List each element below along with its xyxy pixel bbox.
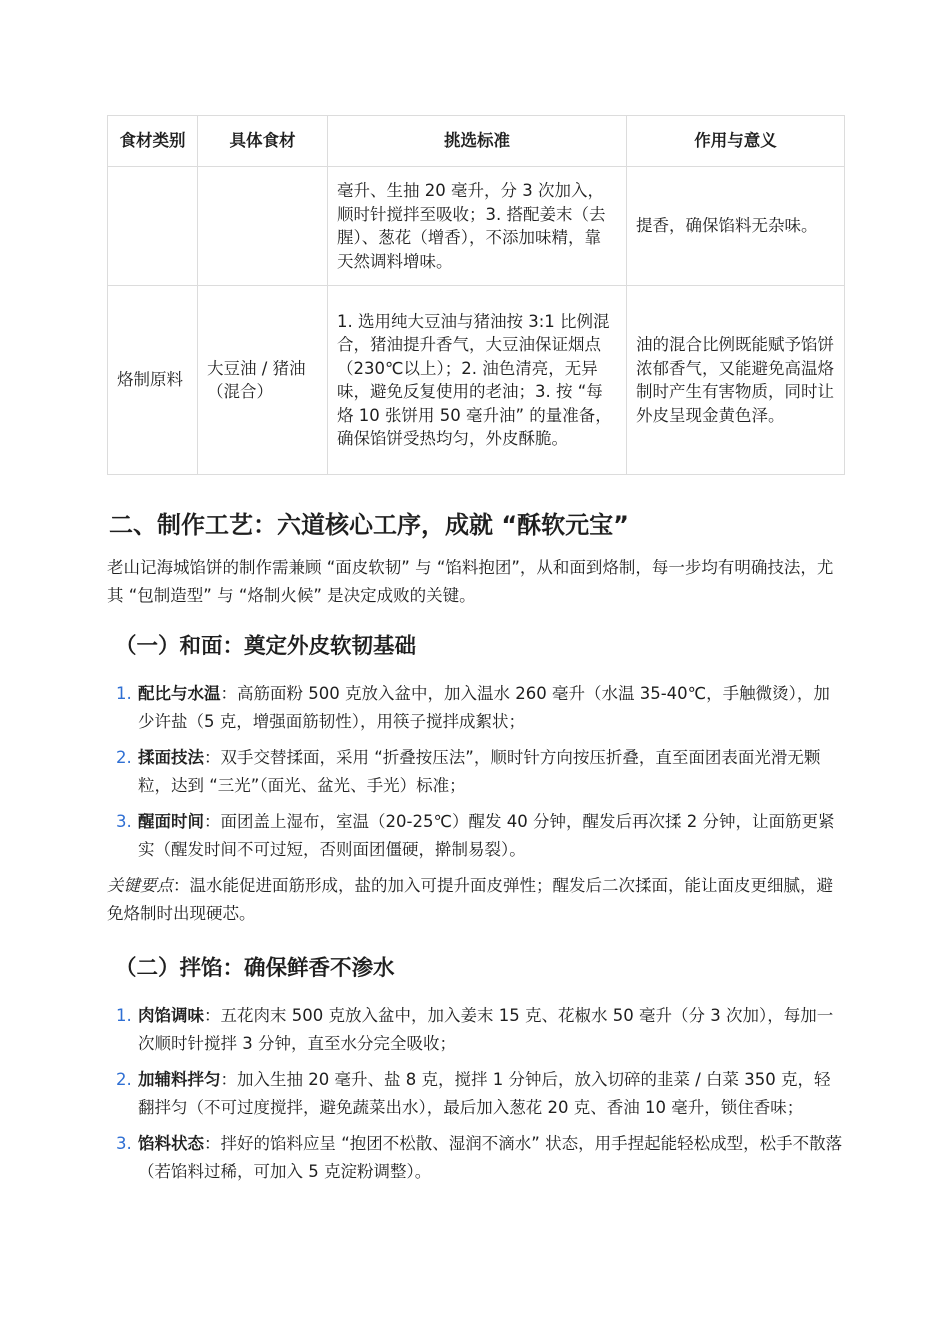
cell-ingredient: [198, 167, 328, 286]
table-header-row: [108, 116, 845, 167]
cell-ingredient: 大豆油 / 猪油（混合）: [198, 286, 328, 475]
cell-purpose: 油的混合比例既能赋予馅饼浓郁香气，又能避免高温烙制时产生有害物质，同时让外皮呈现金黄色泽。: [627, 286, 845, 475]
subsection-heading-filling: （二）拌馅：确保鲜香不渗水: [115, 956, 395, 981]
item-text: ：双手交替揉面，采用 “折叠按压法”，顺时针方向按压折叠，直至面团表面光滑无颗粒，达到 “三光”（面光、盆光、手光）标准；: [138, 748, 821, 795]
list-number: 3.: [116, 812, 132, 831]
filling-steps-list: [107, 1002, 844, 1185]
item-label: 肉馅调味: [138, 1006, 204, 1025]
list-item: [107, 808, 844, 863]
cell-category: [108, 167, 198, 286]
subsection-heading-kneading: （一）和面：奠定外皮软韧基础: [115, 634, 417, 659]
header-purpose: 作用与意义: [627, 116, 845, 167]
item-text: ：加入生抽 20 毫升、盐 8 克，搅拌 1 分钟后，放入切碎的韭菜 / 白菜 350 克，轻翻拌匀（不可过度搅拌，避免蔬菜出水），最后加入葱花 20 克、香油 10 毫升，锁住香味；: [138, 1070, 831, 1117]
ingredients-table: [107, 115, 845, 475]
key-note-text: ：温水能促进面筋形成，盐的加入可提升面皮弹性；醒发后二次揉面，能让面皮更细腻，避免烙制时出现硬芯。: [107, 876, 833, 923]
header-standard: 挑选标准: [328, 116, 627, 167]
key-note: [107, 872, 844, 927]
key-note-label: 关键要点: [107, 876, 173, 895]
item-text: ：高筋面粉 500 克放入盆中，加入温水 260 毫升（水温 35-40℃，手触微烫），加少许盐（5 克，增强面筋韧性），用筷子搅拌成絮状；: [138, 684, 830, 731]
list-item: [107, 1130, 844, 1185]
list-item: [107, 680, 844, 735]
header-category: 食材类别: [108, 116, 198, 167]
document-page: [107, 115, 844, 1194]
item-label: 揉面技法: [138, 748, 204, 767]
item-label: 醒面时间: [138, 812, 204, 831]
list-number: 2.: [116, 748, 132, 767]
list-item: [107, 744, 844, 799]
item-label: 加辅料拌匀: [138, 1070, 221, 1089]
section-heading: 二、制作工艺：六道核心工序，成就 “酥软元宝”: [109, 511, 629, 539]
section-intro: 老山记海城馅饼的制作需兼顾 “面皮软韧” 与 “馅料抱团”，从和面到烙制，每一步均有明确技法，尤其 “包制造型” 与 “烙制火候” 是决定成败的关键。: [107, 558, 834, 605]
list-number: 3.: [116, 1134, 132, 1153]
table-row: [108, 167, 845, 286]
cell-category: 烙制原料: [108, 286, 198, 475]
item-label: 馅料状态: [138, 1134, 204, 1153]
cell-standard: 毫升、生抽 20 毫升，分 3 次加入，顺时针搅拌至吸收；3. 搭配姜末（去腥）、葱花（增香），不添加味精，靠天然调料增味。: [328, 167, 627, 286]
list-item: [107, 1066, 844, 1121]
header-ingredient: 具体食材: [198, 116, 328, 167]
list-item: [107, 1002, 844, 1057]
item-label: 配比与水温: [138, 684, 221, 703]
item-text: ：拌好的馅料应呈 “抱团不松散、湿润不滴水” 状态，用手捏起能轻松成型，松手不散落（若馅料过稀，可加入 5 克淀粉调整）。: [138, 1134, 843, 1181]
list-number: 1.: [116, 1006, 132, 1025]
cell-standard: 1. 选用纯大豆油与猪油按 3:1 比例混合，猪油提升香气，大豆油保证烟点（230℃以上）；2. 油色清亮，无异味，避免反复使用的老油；3. 按 “每烙 10 张饼用 50 毫升油” 的量准备，确保馅饼受热均匀，外皮酥脆。: [328, 286, 627, 475]
list-number: 1.: [116, 684, 132, 703]
item-text: ：面团盖上湿布，室温（20-25℃）醒发 40 分钟，醒发后再次揉 2 分钟，让面筋更紧实（醒发时间不可过短，否则面团僵硬，擀制易裂）。: [138, 812, 835, 859]
item-text: ：五花肉末 500 克放入盆中，加入姜末 15 克、花椒水 50 毫升（分 3 次加），每加一次顺时针搅拌 3 分钟，直至水分完全吸收；: [138, 1006, 834, 1053]
kneading-steps-list: [107, 680, 844, 863]
list-number: 2.: [116, 1070, 132, 1089]
table-row: [108, 286, 845, 475]
cell-purpose: 提香，确保馅料无杂味。: [627, 167, 845, 286]
